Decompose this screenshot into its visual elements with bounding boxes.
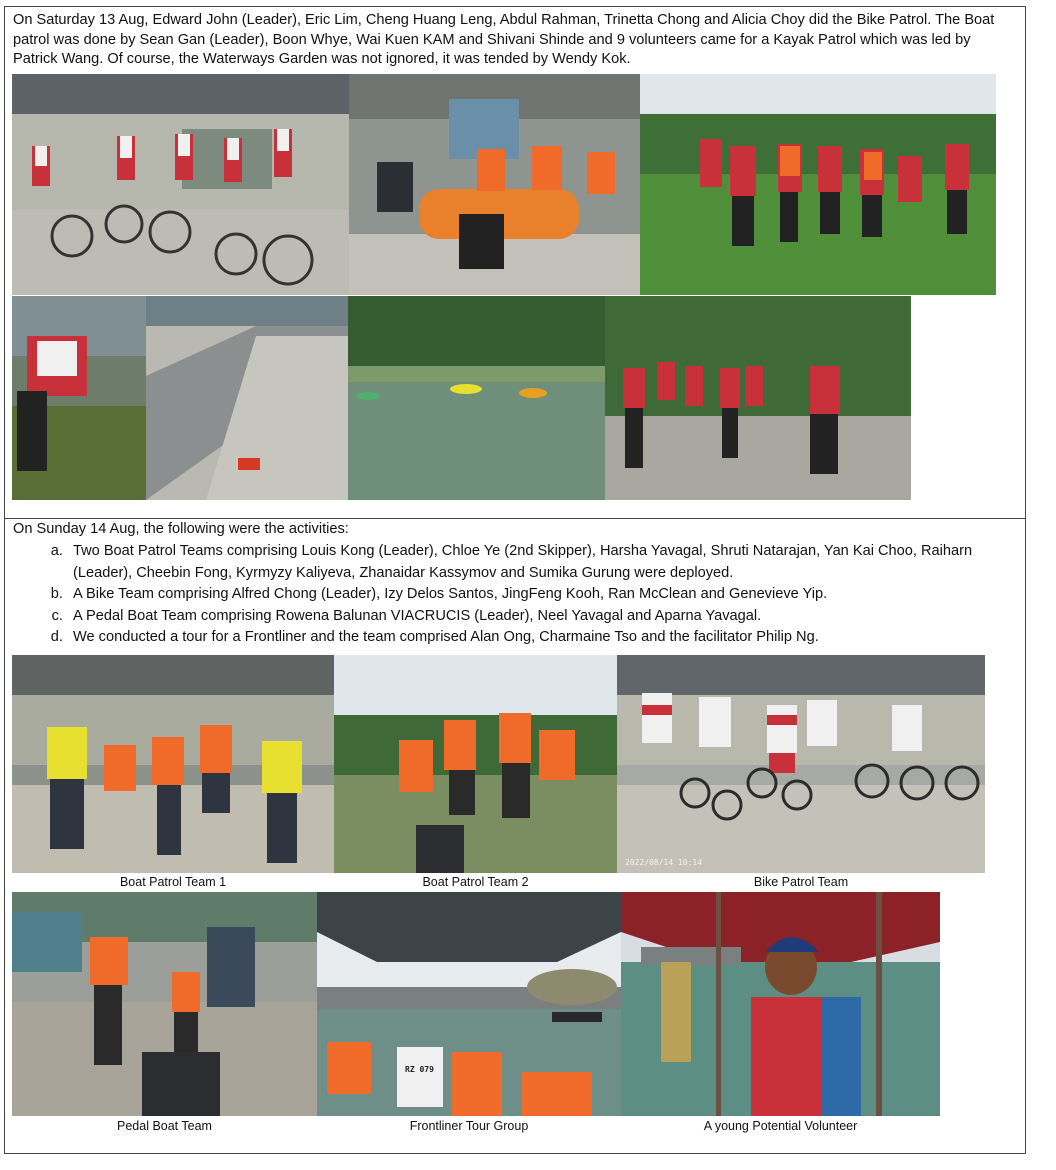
saturday-paragraph: On Saturday 13 Aug, Edward John (Leader), Eric Lim, Cheng Huang Leng, Abdul Rahman, Trinetta Chong and Alicia Choy did the Bike Patrol. The Boat patrol was done by Sean Gan (Leader), Boon Whye, Wai Kuen KAM and Shivani Shinde and 9 volunteers came for a Kayak Patrol which was led by Patrick Wang. Of course, the Waterways Garden was not ignored, it was tended by Wendy Kok. xyxy=(13,12,995,68)
photo-sat-kayak-group xyxy=(640,74,996,295)
boat-registration: RZ 079 xyxy=(405,1065,434,1074)
list-item: c. A Pedal Boat Team comprising Rowena Balunan VIACRUCIS (Leader), Neel Yavagal and Aparna Yavagal. xyxy=(67,606,1029,628)
caption-boat-patrol-team-2: Boat Patrol Team 2 xyxy=(422,875,529,889)
photo-pedal-boat-team xyxy=(12,892,317,1116)
photo-sat-kayaks xyxy=(348,296,605,500)
list-item: d. We conducted a tour for a Frontliner and the team comprised Alan Ong, Charmaine Tso and the facilitator Philip Ng. xyxy=(67,627,1029,649)
caption-pedal-boat-team: Pedal Boat Team xyxy=(117,1119,212,1133)
photo-sat-riverside-path xyxy=(146,296,348,500)
photo-sat-garden xyxy=(12,296,146,500)
photo-boat-patrol-team-2 xyxy=(334,655,617,873)
photo-sat-boat-patrol xyxy=(349,74,640,295)
caption-boat-patrol-team-1: Boat Patrol Team 1 xyxy=(119,875,227,889)
photo-timestamp: 2022/08/14 10:14 xyxy=(625,858,703,867)
list-item: b. A Bike Team comprising Alfred Chong (Leader), Izy Delos Santos, JingFeng Kooh, Ran McClean and Genevieve Yip. xyxy=(67,584,1029,606)
photo-frontliner-tour-group xyxy=(317,892,621,1116)
sunday-activities-list xyxy=(25,541,1029,649)
section-divider xyxy=(5,518,1025,519)
caption-frontliner-tour-group: Frontliner Tour Group xyxy=(409,1119,529,1133)
report-sheet xyxy=(4,6,1026,1154)
photo-bike-patrol-team xyxy=(617,655,985,873)
caption-young-volunteer: A young Potential Volunteer xyxy=(703,1119,858,1133)
list-item: a. Two Boat Patrol Teams comprising Louis Kong (Leader), Chloe Ye (2nd Skipper), Harsha Yavagal, Shruti Natarajan, Yan Kai Choo, Raiharn (Leader), Cheebin Fong, Kyrmyzy Kaliyeva, Zhanaidar Kassymov and Sumika Gurung were deployed. xyxy=(67,541,1029,584)
photo-boat-patrol-team-1 xyxy=(12,655,334,873)
photo-sat-bike-patrol xyxy=(12,74,349,295)
photo-young-volunteer xyxy=(621,892,940,1116)
photo-sat-briefing xyxy=(605,296,911,500)
caption-bike-patrol-team: Bike Patrol Team xyxy=(753,875,849,889)
sunday-intro: On Sunday 14 Aug, the following were the activities: xyxy=(13,521,349,537)
